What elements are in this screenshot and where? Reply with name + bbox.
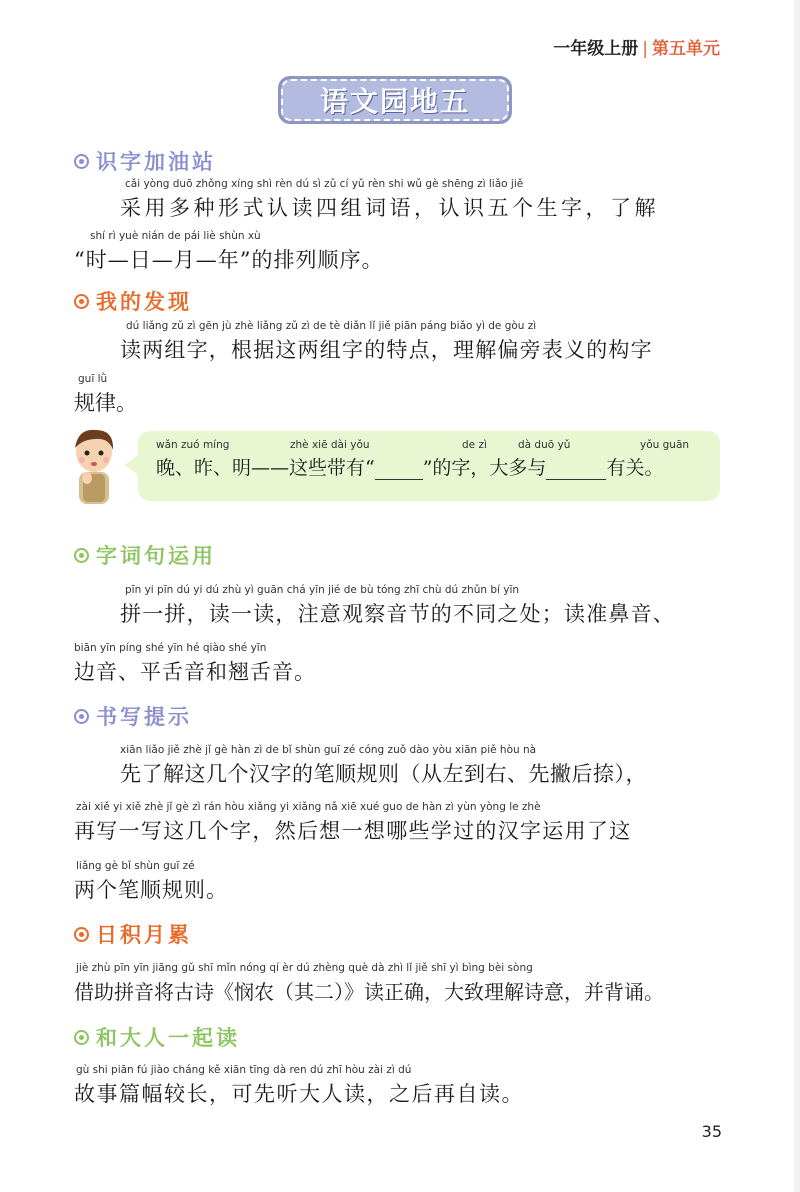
bubble-pinyin: zhè xiē dài yǒu	[290, 439, 370, 451]
pinyin-line: shí rì yuè nián de pái liè shùn xù	[90, 230, 261, 242]
unit-label: 第五单元	[652, 39, 720, 59]
body-text-line: 再写一写这几个字，然后想一想哪些学过的汉字运用了这	[74, 819, 632, 843]
section-heading-discovery	[74, 286, 192, 316]
bubble-text-line	[156, 453, 663, 480]
bubble-pinyin: dà duō yǔ	[518, 439, 571, 451]
bubble-text-part: ”的字，大多与	[422, 457, 547, 479]
section-heading-text: 书写提示	[96, 705, 192, 729]
body-text-line: 边音、平舌音和翘舌音。	[74, 660, 316, 684]
fill-blank-2[interactable]	[546, 457, 606, 480]
section-heading-text: 日积月累	[96, 923, 192, 947]
bubble-text-part: 晚、昨、明——这些带有“	[156, 457, 375, 479]
page-edge-shadow	[794, 0, 800, 1192]
body-text-line: 规律。	[74, 391, 137, 415]
bullet-circle-icon	[74, 294, 89, 309]
section-heading-word-usage	[74, 540, 216, 570]
pinyin-line: xiān liǎo jiě zhè jǐ gè hàn zì de bǐ shùn guī zé cóng zuǒ dào yòu xiān piě hòu nà	[120, 744, 537, 756]
bubble-pinyin: yǒu guān	[640, 439, 690, 451]
page-header	[553, 34, 720, 59]
pinyin-line: cǎi yòng duō zhǒng xíng shì rèn dú sì zǔ cí yǔ rèn shi wǔ gè shēng zì liǎo jiě	[125, 178, 524, 190]
fill-blank-1[interactable]	[375, 457, 423, 480]
pinyin-line: dú liǎng zǔ zì gēn jù zhè liǎng zǔ zì de tè diǎn lǐ jiě piān páng biǎo yì de gòu zì	[126, 320, 537, 332]
bubble-pinyin: wǎn zuó míng	[156, 439, 230, 451]
bullet-circle-icon	[74, 709, 89, 724]
pinyin-line: liǎng gè bǐ shùn guī zé	[76, 860, 195, 872]
bubble-pinyin: de zì	[462, 439, 487, 451]
pinyin-line: jiè zhù pīn yīn jiāng gǔ shī mǐn nóng qí èr dú zhèng què dà zhì lǐ jiě shī yì bìng bèi sòng	[76, 962, 533, 974]
bullet-circle-icon	[74, 548, 89, 563]
body-text-line: 拼一拼，读一读，注意观察音节的不同之处；读准鼻音、	[120, 602, 675, 626]
page-title: 语文园地五	[281, 79, 509, 121]
bullet-circle-icon	[74, 927, 89, 942]
section-heading-writing-tips	[74, 701, 192, 731]
pinyin-line: gù shi piān fú jiào cháng kě xiān tīng dà ren dú zhī hòu zài zì dú	[76, 1064, 412, 1076]
bubble-text-part: 有关。	[606, 457, 664, 479]
section-heading-literacy	[74, 146, 216, 176]
page-title-banner	[278, 76, 512, 124]
section-heading-text: 字词句运用	[96, 544, 216, 568]
page-number: 35	[701, 1122, 722, 1141]
pinyin-line: guī lǜ	[78, 373, 108, 385]
body-text-line: 读两组字，根据这两组字的特点，理解偏旁表义的构字	[120, 338, 653, 362]
section-heading-text: 和大人一起读	[96, 1026, 240, 1050]
body-text-line: 两个笔顺规则。	[74, 878, 228, 902]
body-text-line: 借助拼音将古诗《悯农（其二）》读正确，大致理解诗意，并背诵。	[74, 980, 664, 1004]
section-heading-text: 识字加油站	[96, 150, 216, 174]
bullet-circle-icon	[74, 1030, 89, 1045]
pinyin-line: pīn yi pīn dú yi dú zhù yì guān chá yīn jié de bù tóng zhī chù dú zhǔn bí yīn	[125, 584, 520, 596]
grade-label: 一年级上册	[553, 39, 639, 59]
body-text-line: 先了解这几个汉字的笔顺规则（从左到右、先撇后捺），	[120, 762, 647, 786]
pinyin-line: zài xiě yi xiě zhè jǐ gè zì rán hòu xiǎng yi xiǎng nǎ xiē xué guo de hàn zì yùn yòng le zhè	[76, 801, 541, 813]
body-text-line: “时—日—月—年”的排列顺序。	[74, 248, 384, 272]
body-text-line: 采用多种形式认读四组词语，认识五个生字，了解	[120, 196, 659, 220]
pinyin-line: biān yīn píng shé yīn hé qiào shé yīn	[74, 642, 267, 654]
section-heading-text: 我的发现	[96, 290, 192, 314]
body-text-line: 故事篇幅较长，可先听大人读，之后再自读。	[74, 1082, 524, 1106]
header-separator: |	[642, 39, 648, 59]
section-heading-read-with-adults	[74, 1022, 240, 1052]
bullet-circle-icon	[74, 154, 89, 169]
section-heading-accumulation	[74, 919, 192, 949]
boy-avatar	[66, 422, 122, 508]
